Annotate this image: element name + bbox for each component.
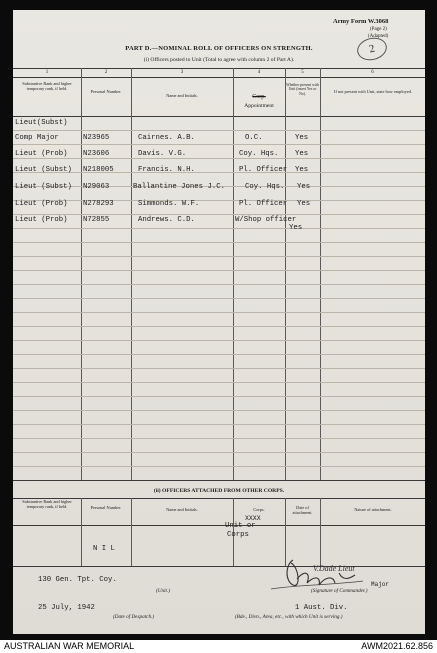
entry-appointment: Pl. Officer — [239, 200, 288, 208]
header-corps: Corp. — [252, 94, 266, 100]
page-stamp: 2 — [355, 35, 389, 64]
t2-header-date: Date of attachment. — [292, 505, 313, 515]
entry-present: Yes — [289, 224, 303, 232]
form-number: Army Form W.3068 — [333, 18, 389, 25]
t2-header-personal-number: Personal Number. — [90, 505, 122, 510]
rule-line — [13, 312, 425, 313]
entry-rank: Comp Major — [15, 134, 59, 142]
entry-rank: Lieut (Prob) — [15, 216, 68, 224]
col-number-3: 3 — [180, 70, 184, 75]
table2-title: (ii) OFFICERS ATTACHED FROM OTHER CORPS. — [153, 488, 285, 494]
caption-institution: AUSTRALIAN WAR MEMORIAL — [4, 641, 135, 651]
col-number-6: 6 — [371, 70, 374, 75]
entry-appointment: W/Shop officer — [235, 216, 297, 224]
unit-name: 130 Gen. Tpt. Coy. — [38, 576, 117, 584]
unit-label: (Unit.) — [156, 588, 170, 594]
rule-line — [13, 284, 425, 285]
entry-rank: Lieut (Subst) — [15, 183, 72, 191]
entry-appointment: O.C. — [245, 134, 263, 142]
entry-number: N218005 — [83, 166, 114, 174]
rule-line — [13, 410, 425, 411]
entry-appointment: Coy. Hqs. — [239, 150, 279, 158]
rule-line — [13, 158, 425, 159]
rule-line — [13, 172, 425, 173]
rule-line — [13, 130, 425, 131]
despatch-date-label: (Date of Despatch.) — [113, 614, 155, 620]
rule-line — [13, 424, 425, 425]
entry-appointment: Pl. Officer — [239, 166, 288, 174]
entry-rank: Lieut (Prob) — [15, 150, 68, 158]
entry-present: Yes — [295, 150, 309, 158]
col-number-5: 5 — [301, 70, 304, 75]
t2-header-corps: Corps. — [253, 507, 265, 512]
entry-present: Yes — [297, 200, 311, 208]
entry-name: Ballantine Jones J.C. — [133, 183, 225, 191]
rule-line — [13, 228, 425, 229]
col-number-2: 2 — [104, 70, 108, 75]
entry-appointment: Coy. Hqs. — [245, 183, 285, 191]
commander-rank: Major — [371, 581, 390, 588]
t2-corps-corps: Corps — [227, 531, 249, 539]
signature-text: V.Dade Lieut — [313, 564, 355, 573]
page-number: (Page 2) — [370, 27, 387, 32]
rule-line — [13, 326, 425, 327]
rule-line — [13, 340, 425, 341]
caption-accession: AWM2021.62.856 — [361, 641, 433, 651]
despatch-date: 25 July, 1942 — [38, 604, 95, 612]
rule-line — [13, 466, 425, 467]
entry-number: N29063 — [83, 183, 110, 191]
table2-header-rule — [13, 525, 425, 526]
t2-nil: N I L — [93, 545, 115, 553]
t2-corps-struck: XXXX — [245, 515, 261, 522]
signature-label: (Signature of Commander.) — [311, 588, 368, 594]
entry-present: Yes — [297, 183, 311, 191]
header-employment: If not present with Unit, state how employed. — [334, 89, 412, 94]
rule-line — [13, 452, 425, 453]
entry-number: N23606 — [83, 150, 110, 158]
rule-line — [13, 438, 425, 439]
table1-number-rule — [13, 77, 425, 78]
header-personal-number: Personal Number. — [90, 89, 122, 94]
rule-line — [13, 270, 425, 271]
rule-line — [13, 396, 425, 397]
rule-line — [13, 242, 425, 243]
entry-rank: Lieut (Prob) — [15, 200, 68, 208]
adapted-note: (Adapted) — [368, 34, 389, 39]
col-number-4: 4 — [257, 70, 261, 75]
division-name: 1 Aust. Div. — [295, 604, 348, 612]
entry-name: Andrews. C.D. — [138, 216, 195, 224]
form-page — [13, 10, 425, 634]
rule-line — [13, 368, 425, 369]
table1-top-rule — [13, 68, 425, 69]
t2-header-rank: Substantive Rank and higher temporary rank, if held. — [22, 499, 72, 509]
header-name: Name and Initials. — [166, 93, 198, 98]
form-subtitle: (i) Officers posted to Unit (Total to agree with column 2 of Part A). — [143, 57, 295, 63]
rule-line — [13, 298, 425, 299]
table2-title-rule — [13, 498, 425, 499]
entry-rank: Lieut (Subst) — [15, 166, 72, 174]
form-title: PART D.—NOMINAL ROLL OF OFFICERS ON STRENGTH. — [125, 45, 313, 52]
t2-col-divider-2 — [131, 498, 132, 566]
rule-line — [13, 144, 425, 145]
rule-line — [13, 200, 425, 201]
rule-line — [13, 256, 425, 257]
entry-rank: Lieut(Subst) — [15, 119, 68, 127]
t2-header-name: Name and Initials. — [166, 507, 198, 512]
entry-name: Davis. V.G. — [138, 150, 187, 158]
entry-number: N278293 — [83, 200, 114, 208]
t2-col-divider-1 — [81, 498, 82, 566]
header-rank: Substantive Rank and higher temporary rank, if held. — [22, 81, 72, 91]
entry-present: Yes — [295, 134, 309, 142]
t2-header-nature: Nature of attachment. — [354, 507, 392, 512]
entry-name: Francis. N.H. — [138, 166, 195, 174]
entry-name: Cairnes. A.B. — [138, 134, 195, 142]
entry-present: Yes — [295, 166, 309, 174]
rule-line — [13, 214, 425, 215]
col-number-1: 1 — [45, 70, 49, 75]
rule-line — [13, 354, 425, 355]
division-label: (Bde., Divn., Area, etc., with which Unit is serving.) — [235, 614, 343, 620]
entry-number: N72855 — [83, 216, 110, 224]
table1-header-rule — [13, 116, 425, 117]
entry-number: N23965 — [83, 134, 110, 142]
header-appointment: Appointment — [244, 103, 274, 109]
t2-corps-unit-or: Unit or — [225, 522, 256, 530]
header-present: Whether present with Unit (insert Yes or No). — [286, 83, 319, 96]
table2-top-rule — [13, 480, 425, 481]
rule-line — [13, 382, 425, 383]
entry-name: Simmonds. W.F. — [138, 200, 200, 208]
